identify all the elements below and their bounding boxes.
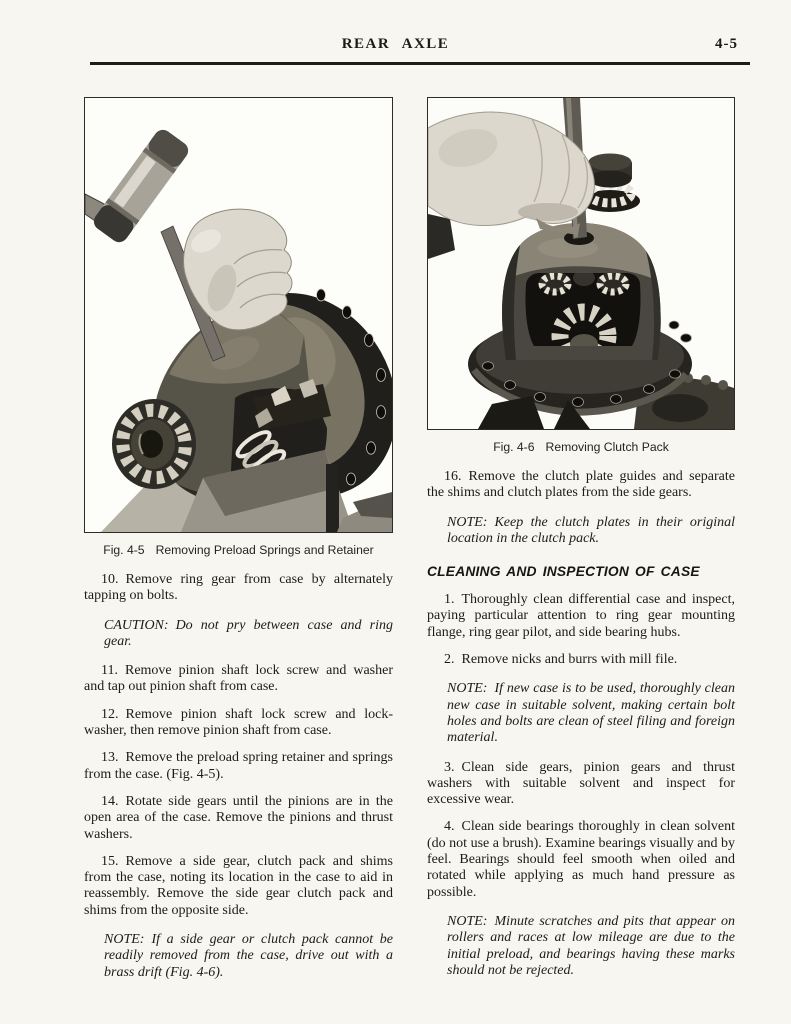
step-number: 11. bbox=[101, 663, 118, 679]
paragraph-step bbox=[427, 592, 735, 641]
step-number: 13. bbox=[101, 750, 119, 766]
fig-4-6-illustration bbox=[428, 98, 734, 429]
note-label: CAUTION: bbox=[104, 617, 169, 633]
note-text: Keep the clutch plates in their original location in the clutch pack. bbox=[447, 514, 735, 546]
step-number: 14. bbox=[101, 793, 119, 809]
section-heading: CLEANING AND INSPECTION OF CASE bbox=[427, 564, 700, 580]
caption-label: Fig. 4-5 bbox=[103, 543, 145, 557]
caption-label: Fig. 4-6 bbox=[493, 440, 535, 454]
step-number: 10. bbox=[101, 572, 119, 587]
figure-4-5-photo bbox=[84, 97, 393, 533]
note-text: Minute scratches and pits that appear on rollers and races at low mileage are due to the initial preload, and bearings having these marks should not be rejected. bbox=[447, 913, 735, 978]
column-right bbox=[427, 97, 735, 992]
step-number: 12. bbox=[101, 706, 119, 722]
note-label: NOTE: bbox=[104, 932, 145, 948]
paragraph-note bbox=[104, 932, 393, 981]
column-left bbox=[84, 97, 393, 994]
page-number: 4-5 bbox=[715, 36, 738, 52]
left-text-block bbox=[84, 572, 393, 981]
paragraph-step bbox=[84, 572, 393, 605]
paragraph-caution bbox=[104, 618, 393, 651]
step-number: 1. bbox=[444, 592, 455, 608]
step-text: Rotate side gears until the pinions are in the open area of the case. Remove the pinions and thrust washers. bbox=[84, 793, 393, 842]
paragraph-step bbox=[427, 819, 735, 900]
paragraph-step bbox=[84, 854, 393, 919]
paragraph-step bbox=[84, 707, 393, 740]
step-text: Remove pinion shaft lock screw and lock-washer, then remove pinion shaft from case. bbox=[84, 706, 393, 739]
caption-title: Removing Preload Springs and Retainer bbox=[155, 543, 374, 557]
paragraph-step bbox=[427, 652, 735, 668]
fig-4-5-illustration bbox=[85, 98, 392, 532]
note-text: Do not pry between case and ring gear. bbox=[104, 617, 393, 649]
step-number: 16. bbox=[444, 469, 462, 484]
note-label: NOTE: bbox=[447, 681, 488, 697]
step-text: Clean side gears, pinion gears and thrust washers with suitable solvent and inspect for excessive wear. bbox=[427, 759, 735, 808]
page-title: REAR AXLE bbox=[341, 36, 450, 52]
header-rule bbox=[90, 62, 750, 65]
paragraph-step bbox=[427, 469, 735, 502]
paragraph-note bbox=[447, 681, 735, 746]
note-text: If a side gear or clutch pack cannot be readily removed from the case, drive out with a brass drift (Fig. 4-6). bbox=[104, 932, 393, 980]
step-number: 4. bbox=[444, 819, 455, 835]
paragraph-note bbox=[447, 515, 735, 548]
figure-caption-4-6 bbox=[427, 440, 735, 454]
paragraph-step bbox=[427, 760, 735, 809]
step-text: Remove the clutch plate guides and separate the shims and clutch plates from the side gears. bbox=[427, 469, 735, 501]
step-number: 15. bbox=[101, 853, 119, 869]
paragraph-step bbox=[84, 750, 393, 783]
splined-hub bbox=[112, 399, 196, 489]
figure-4-6-photo bbox=[427, 97, 735, 430]
note-text: If new case is to be used, thoroughly clean new case in suitable solvent, making certain bolt holes and bolts are clean of steel filing and foreign material. bbox=[447, 681, 735, 746]
step-text: Remove a side gear, clutch pack and shims from the case, noting its location in the case to aid in reassembly. Remove the side gear clutch pack and shims from the opposite side. bbox=[84, 853, 393, 918]
step-text: Clean side bearings thoroughly in clean solvent (do not use a brush). Examine bearings visually and by feel. Bearings should feel smooth when oiled and rotated while applying as much hand pressure as possible. bbox=[427, 819, 735, 900]
figure-caption-4-5 bbox=[84, 543, 393, 557]
paragraph-note bbox=[447, 914, 735, 979]
caption-title: Removing Clutch Pack bbox=[545, 440, 669, 454]
step-text: Remove ring gear from case by alternately tapping on bolts. bbox=[84, 572, 393, 604]
paragraph-step bbox=[84, 663, 393, 696]
step-text: Thoroughly clean differential case and inspect, paying particular attention to ring gear mounting flange, ring gear pilot, and side bearing hubs. bbox=[427, 592, 735, 640]
step-number: 3. bbox=[444, 759, 455, 775]
right-text-block bbox=[427, 469, 735, 979]
step-text: Remove nicks and burrs with mill file. bbox=[461, 652, 678, 668]
note-label: NOTE: bbox=[447, 514, 488, 530]
note-label: NOTE: bbox=[447, 913, 488, 929]
step-text: Remove pinion shaft lock screw and washer and tap out pinion shaft from case. bbox=[84, 663, 393, 695]
paragraph-step bbox=[84, 794, 393, 843]
step-number: 2. bbox=[444, 652, 455, 668]
step-text: Remove the preload spring retainer and springs from the case. (Fig. 4-5). bbox=[84, 750, 393, 782]
